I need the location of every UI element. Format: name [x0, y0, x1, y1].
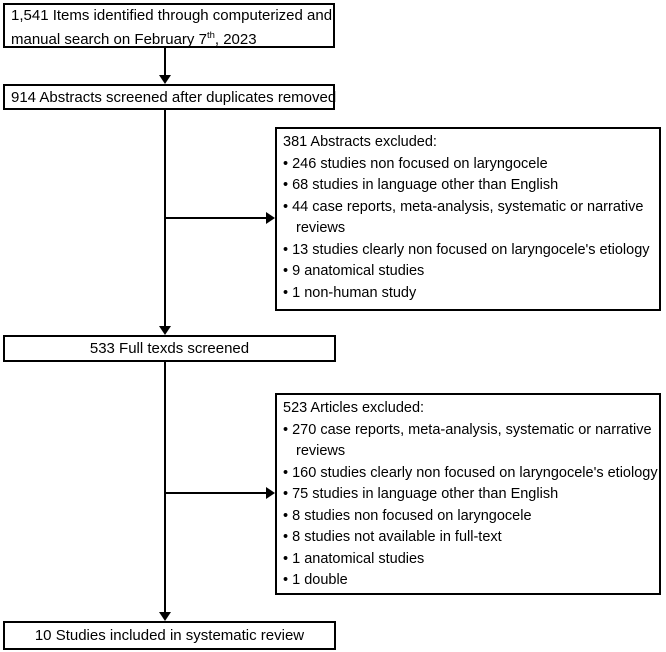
excluded-item: • 8 studies not available in full-text [283, 529, 502, 545]
included-text: 10 Studies included in systematic review [34, 627, 305, 644]
excluded-item: • 1 non-human study [283, 284, 417, 301]
excluded-item: • 68 studies in language other than English [283, 177, 559, 193]
excluded-item: • 246 studies non focused on laryngocele [283, 155, 548, 172]
connector-line [165, 217, 266, 219]
included-box [3, 621, 336, 650]
excluded-item-continuation: reviews [296, 443, 346, 459]
arrowhead-down-icon [159, 612, 171, 621]
excluded-item: • 1 double [283, 572, 348, 588]
excluded-item: • 9 anatomical studies [283, 263, 425, 279]
superscript-th: th [206, 30, 215, 41]
excluded-item: • 160 studies clearly non focused on laryngocele's etiology [283, 464, 658, 481]
abstracts-excluded-box [275, 127, 661, 311]
excluded-item: • 44 case reports, meta-analysis, systematic or narrative [283, 198, 644, 215]
excluded-item: • 1 anatomical studies [283, 550, 425, 567]
arrowhead-down-icon [159, 75, 171, 84]
connector-line [165, 492, 266, 494]
arrowhead-right-icon [266, 212, 275, 224]
identification-line2: manual search on February 7th, 2023 [11, 30, 257, 48]
excluded-item: • 8 studies non focused on laryngocele [283, 507, 532, 524]
excluded-item: • 270 case reports, meta-analysis, systematic or narrative [283, 421, 652, 438]
articles-excluded-box [275, 393, 661, 595]
identification-box [3, 3, 335, 48]
connector-line [164, 362, 166, 613]
abstracts-excluded-title: 381 Abstracts excluded: [283, 134, 437, 150]
connector-line [164, 48, 166, 76]
identification-line1: 1,541 Items identified through computerized and [11, 7, 333, 24]
abstracts-screened-box [3, 84, 335, 110]
excluded-item: • 13 studies clearly non focused on laryngocele's etiology [283, 241, 650, 258]
excluded-item: • 75 studies in language other than English [283, 486, 559, 502]
excluded-item-continuation: reviews [296, 220, 346, 236]
fulltext-screened-text: 533 Full texds screened [89, 340, 250, 357]
fulltext-screened-box [3, 335, 336, 362]
arrowhead-right-icon [266, 487, 275, 499]
abstracts-screened-text: 914 Abstracts screened after duplicates removed [11, 88, 337, 106]
arrowhead-down-icon [159, 326, 171, 335]
articles-excluded-title: 523 Articles excluded: [283, 400, 425, 416]
